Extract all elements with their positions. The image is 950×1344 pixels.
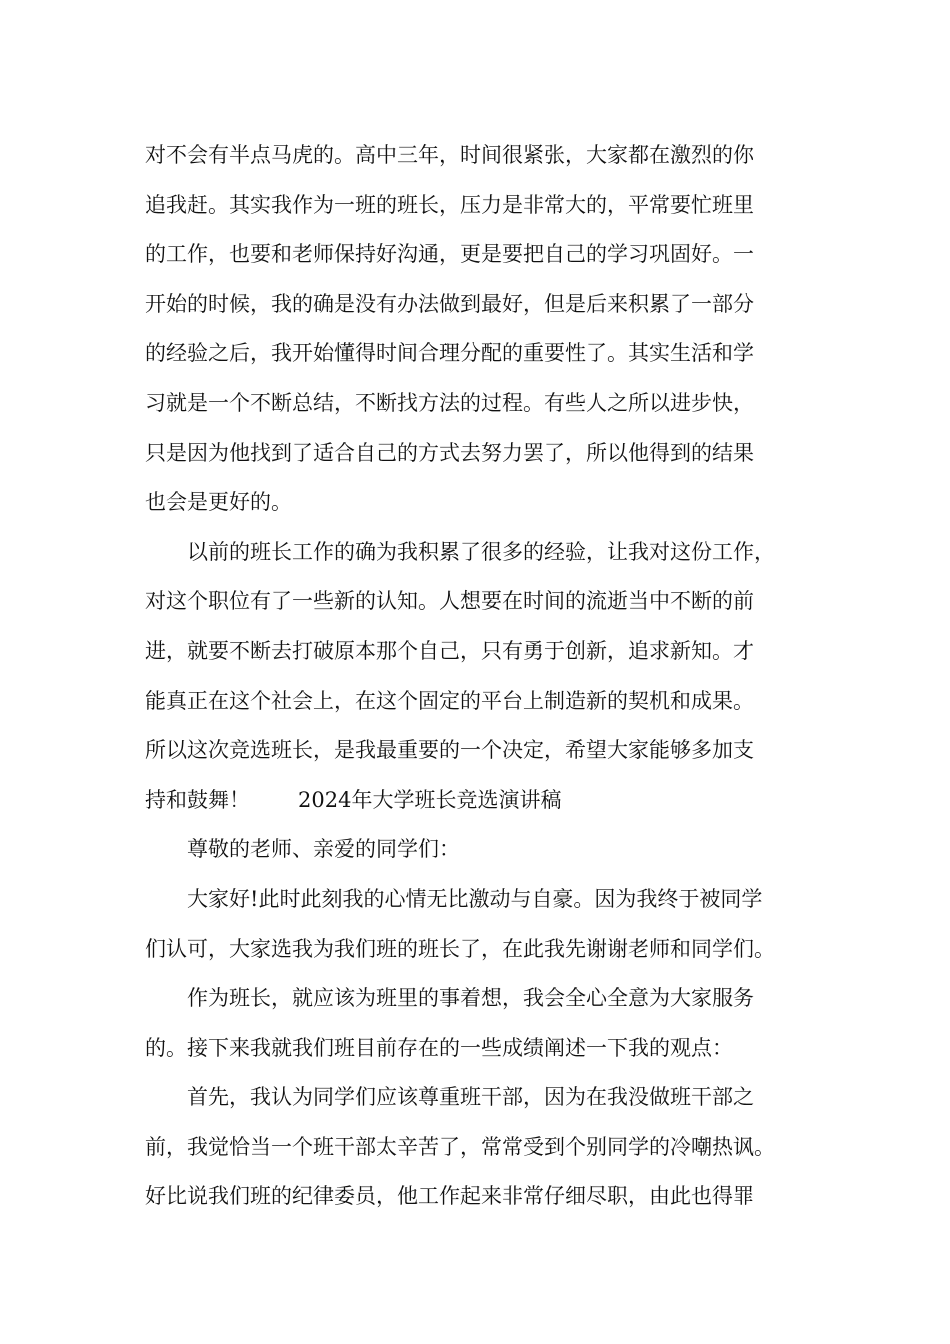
text-line: 也会是更好的。: [145, 490, 292, 515]
text-line: 首先，我认为同学们应该尊重班干部，因为在我没做班干部之: [187, 1085, 754, 1110]
text-line: 所以这次竞选班长，是我最重要的一个决定，希望大家能够多加支: [145, 738, 754, 763]
document-body: [145, 131, 825, 1222]
text-line: 的工作，也要和老师保持好沟通，更是要把自己的学习巩固好。一: [145, 242, 754, 267]
text-line: 们认可，大家选我为我们班的班长了，在此我先谢谢老师和同学们。: [145, 936, 775, 961]
text-line: 对这个职位有了一些新的认知。人想要在时间的流逝当中不断的前: [145, 589, 754, 614]
text-line: 开始的时候，我的确是没有办法做到最好，但是后来积累了一部分: [145, 291, 754, 316]
paragraph-3: [145, 825, 825, 875]
text-line-end: 持和鼓舞！: [145, 787, 250, 812]
text-line: 前，我觉恰当一个班干部太辛苦了，常常受到个别同学的冷嘲热讽。: [145, 1134, 775, 1159]
text-line: 对不会有半点马虎的。高中三年，时间很紧张，大家都在激烈的你: [145, 143, 754, 167]
text-line: 进，就要不断去打破原本那个自己，只有勇于创新，追求新知。才: [145, 638, 754, 663]
text-line: 以前的班长工作的确为我积累了很多的经验，让我对这份工作，: [187, 539, 775, 564]
text-line: 能真正在这个社会上，在这个固定的平台上制造新的契机和成果。: [145, 688, 754, 713]
text-line: 追我赶。其实我作为一班的班长，压力是非常大的，平常要忙班里: [145, 192, 754, 217]
salutation: 尊敬的老师、亲爱的同学们：: [187, 837, 460, 862]
speech-title: 2024年大学班长竞选演讲稿: [298, 787, 562, 812]
text-line: 只是因为他找到了适合自己的方式去努力罢了，所以他得到的结果: [145, 440, 754, 465]
paragraph-6: [145, 1073, 825, 1222]
text-line: 的经验之后，我开始懂得时间合理分配的重要性了。其实生活和学: [145, 341, 754, 366]
paragraph-5: [145, 974, 825, 1073]
paragraph-4: [145, 875, 825, 974]
text-line: 的。接下来我就我们班目前存在的一些成绩阐述一下我的观点：: [145, 1035, 733, 1060]
text-line-with-heading: [145, 776, 825, 826]
text-line: 好比说我们班的纪律委员，他工作起来非常仔细尽职，由此也得罪: [145, 1184, 754, 1209]
paragraph-1: [145, 131, 825, 528]
paragraph-2: [145, 528, 825, 826]
text-line: 大家好!此时此刻我的心情无比激动与自豪。因为我终于被同学: [187, 886, 763, 911]
text-line: 作为班长，就应该为班里的事着想，我会全心全意为大家服务: [187, 986, 754, 1011]
text-line: 习就是一个不断总结，不断找方法的过程。有些人之所以进步快，: [145, 390, 754, 415]
